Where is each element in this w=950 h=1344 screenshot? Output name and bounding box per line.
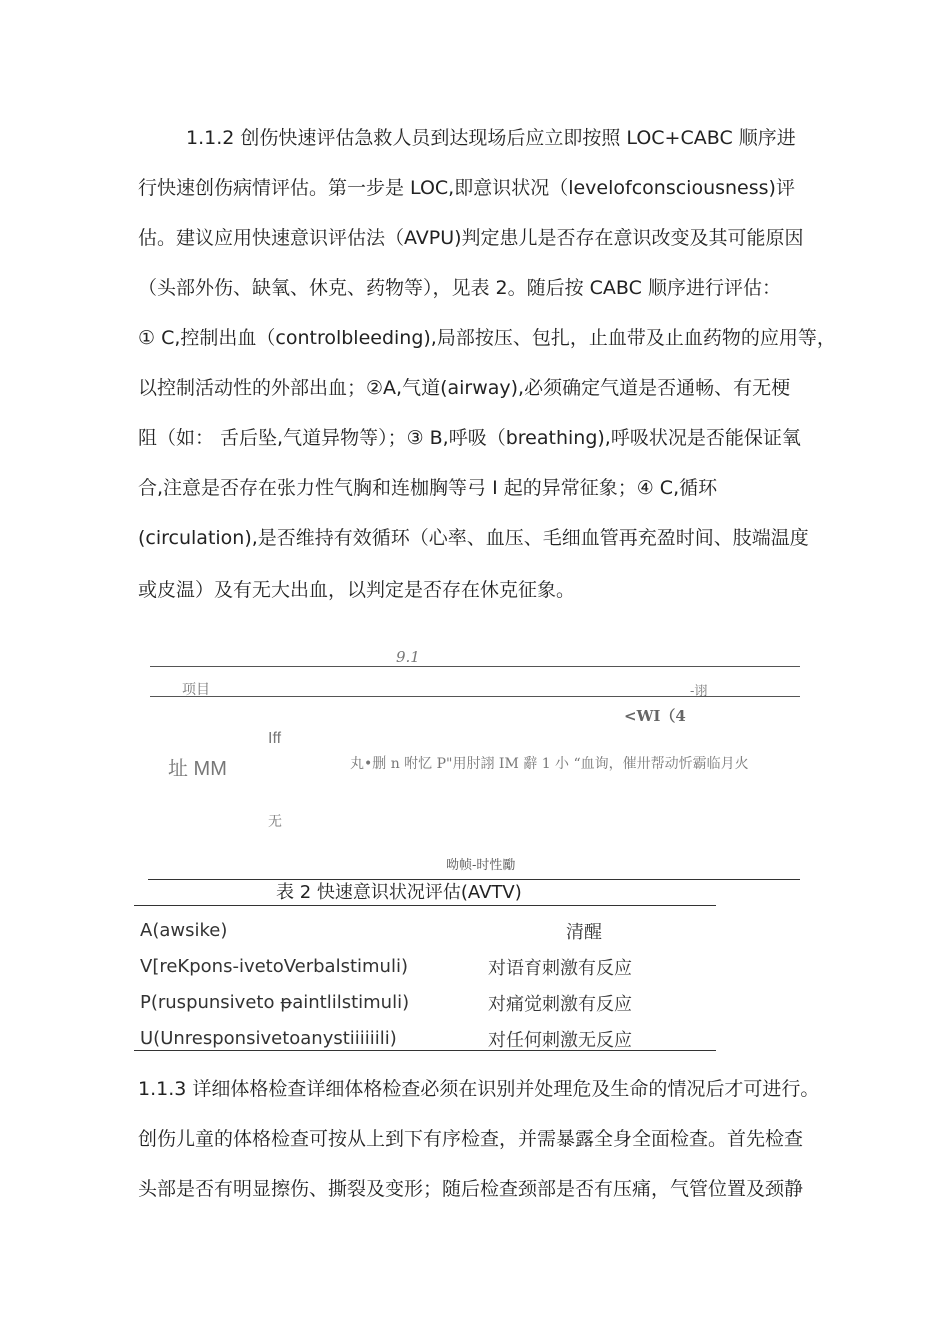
paragraph-line: 1.1.3 详细体格检查详细体格检查必须在识别并处理危及生命的情况后才可进行。 bbox=[138, 1078, 820, 1100]
table-cell-desc: 对语育刺激有反应 bbox=[488, 958, 632, 979]
paragraph-line: 以控制活动性的外部出血；②A,气道(airway),必须确定气道是否通畅、有无梗 bbox=[138, 377, 791, 399]
table-rule-top bbox=[134, 905, 716, 906]
paragraph-line: 合,注意是否存在张力性气胸和连枷胸等弓 I 起的异常征象；④ C,循环 bbox=[138, 477, 718, 499]
table-rule-header bbox=[150, 696, 800, 697]
paragraph-line: 或皮温）及有无大出血，以判定是否存在休克征象。 bbox=[138, 579, 576, 601]
paragraph-line: (circulation),是否维持有效循环（心率、血压、毛细血管再充盈时间、肢端温度 bbox=[138, 527, 809, 549]
table-cell-code: A(awsike) bbox=[140, 920, 228, 941]
paragraph-line: ① C,控制出血（controlbleeding),局部按压、包扎，止血带及止血药物的应用等， bbox=[138, 327, 836, 349]
table-cell-desc: 对痛觉刺激有反应 bbox=[488, 994, 632, 1015]
table-row-label: 址 MM bbox=[168, 758, 227, 780]
table-cell-desc: 清醒 bbox=[566, 922, 602, 943]
paragraph-line: 行快速创伤病情评估。第一步是 LOC,即意识状况（levelofconsciousness)评 bbox=[138, 177, 795, 199]
table-corner-mark: <WI（4 bbox=[624, 707, 686, 725]
table-header-left: 项目 bbox=[182, 682, 210, 698]
table-cell-code: V[reKpons-ivetoVerbalstimuli) bbox=[140, 956, 408, 977]
table-cell-desc: 对任何刺激无反应 bbox=[488, 1030, 632, 1051]
table-rule-top bbox=[150, 666, 800, 667]
table-cell-code: U(Unresponsivetoanystiiiiiili) bbox=[140, 1028, 397, 1049]
table-footer: 呦帧-时性勵 bbox=[446, 858, 516, 873]
paragraph-line: 估。建议应用快速意识评估法（AVPU)判定患儿是否存在意识改变及其可能原因 bbox=[138, 227, 804, 249]
table-rule-bottom bbox=[134, 1050, 716, 1051]
table-row-text: 丸•删 n 咐忆 P"用肘詡 IM 辭 1 小 “血询，催卅帮动忻霸临月火 bbox=[350, 756, 749, 772]
table-col-top: Iff bbox=[268, 730, 282, 747]
table-cell-code: P(ruspunsiveto ᵽaintlilstimuli) bbox=[140, 992, 410, 1013]
table-rule-bottom bbox=[148, 879, 800, 880]
table-title: 表 2 快速意识状况评估(AVTV) bbox=[276, 882, 522, 903]
paragraph-line: 阻（如： 舌后坠,气道异物等）；③ B,呼吸（breathing),呼吸状况是否能保证氧 bbox=[138, 427, 801, 449]
paragraph-line: 1.1.2 创伤快速评估急救人员到达现场后应立即按照 LOC+CABC 顺序进 bbox=[186, 127, 796, 149]
table-caption: 9.1 bbox=[396, 648, 420, 666]
paragraph-line: 头部是否有明显擦伤、撕裂及变形；随后检查颈部是否有压痛，气管位置及颈静 bbox=[138, 1178, 804, 1200]
paragraph-line: （头部外伤、缺氧、休克、药物等），见表 2。随后按 CABC 顺序进行评估： bbox=[138, 277, 781, 299]
table-col-bottom: 无 bbox=[268, 814, 282, 830]
table-header-right: -诩 bbox=[690, 684, 708, 699]
paragraph-line: 创伤儿童的体格检查可按从上到下有序检查，并需暴露全身全面检查。首先检查 bbox=[138, 1128, 804, 1150]
